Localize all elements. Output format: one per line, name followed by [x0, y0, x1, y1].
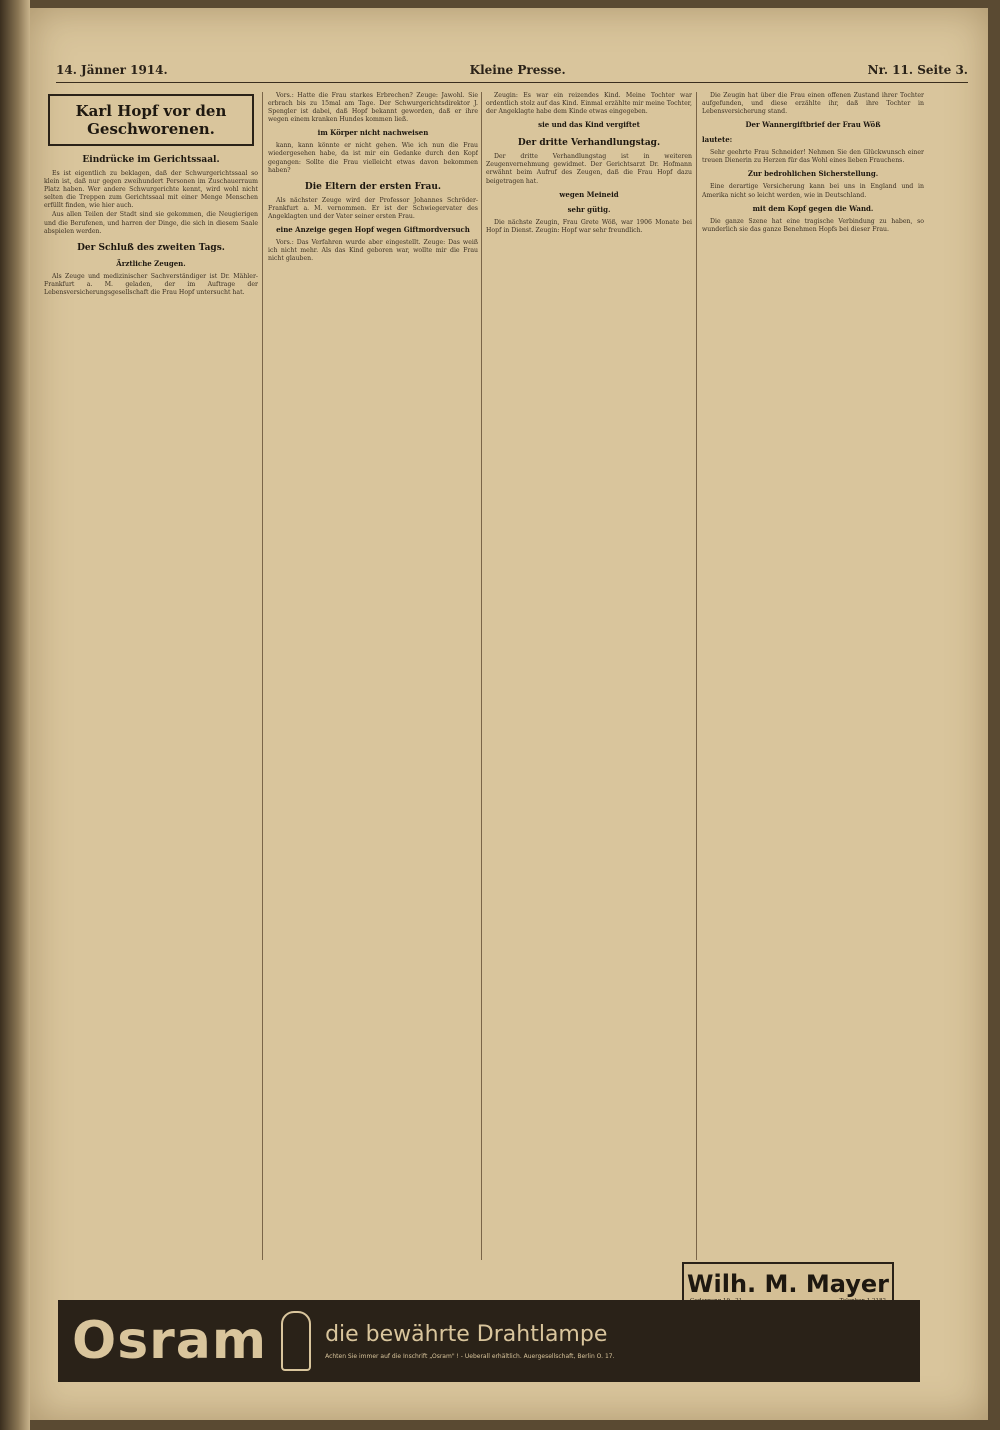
emphasis-line: im Körper nicht nachweisen: [317, 128, 429, 138]
paragraph: Zeugin: Es war ein reizendes Kind. Meine Tochter war ordentlich stolz auf das Kind. Einmal erzählte mir meine Tochter, der Angeklagte habe dem Kinde etwas eingegeben.: [486, 92, 692, 116]
paragraph: Als Zeuge und medizinischer Sachverständiger ist Dr. Mähler-Frankfurt a. M. geladen, der im Auftrage der Lebensversicherungsgesellschaft die Frau Hopf untersucht hat.: [44, 272, 258, 296]
paragraph: Eine derartige Versicherung kann bei uns in England und in Amerika nicht so leicht werden, wie in Deutschland.: [702, 183, 924, 199]
paragraph: Vors.: Hatte die Frau starkes Erbrechen? Zeuge: Jawohl. Sie erbrach bis zu 15mal am Tage. Der Schwurgerichtsdirektor J. Spengler ist dabei, daß Hopf bekannt geworden, daß er ihre wegen einem kranken Hundes kommen ließ.: [268, 92, 478, 124]
newspaper-page: [30, 8, 988, 1420]
emphasis-line: mit dem Kopf gegen die Wand.: [752, 203, 874, 213]
column-3: [486, 92, 692, 1260]
issue-date: 14. Jänner 1914.: [56, 63, 168, 77]
emphasis-line: lautete:: [702, 135, 733, 145]
newspaper-binding-edge: [0, 0, 30, 1430]
column-rule: [262, 92, 263, 1260]
article-headline: Karl Hopf vor den Geschworenen.: [48, 94, 254, 146]
paragraph: Aus allen Teilen der Stadt sind sie gekommen, die Neugierigen und die Berufenen, und harren der Dinge, die sich in diesem Saale abspielen werden.: [44, 211, 258, 235]
page-header: [56, 58, 968, 83]
paragraph: Als nächster Zeuge wird der Professor Johannes Schröder-Frankfurt a. M. vernommen. Er ist der Schwiegervater des Angeklagten und der Vater seiner ersten Frau.: [268, 196, 478, 220]
emphasis-line: sehr gütig.: [567, 204, 611, 214]
emphasis-line: wegen Meineid: [559, 189, 619, 199]
paragraph: Die ganze Szene hat eine tragische Verbindung zu haben, so wunderlich sie das ganze Benehmen Hopfs bei dieser Frau.: [702, 217, 924, 233]
section-heading: Die Eltern der ersten Frau.: [304, 181, 442, 192]
issue-number: Nr. 11. Seite 3.: [867, 63, 968, 77]
osram-tagline: die bewährte Drahtlampe: [325, 1322, 608, 1347]
paragraph: Sehr geehrte Frau Schneider! Nehmen Sie den Glückwunsch einer treuen Dienerin zu Herzen für das Wohl eines lieben Frauchens.: [702, 149, 924, 165]
section-heading: Der Schluß des zweiten Tags.: [77, 242, 225, 253]
emphasis-line: Der Wannergiftbrief der Frau Wöß: [745, 120, 881, 130]
section-heading: Der dritte Verhandlungstag.: [517, 138, 661, 149]
column-rule: [481, 92, 482, 1260]
column-rule: [696, 92, 697, 1260]
osram-brand: Osram: [72, 1311, 268, 1371]
paper-name: Kleine Presse.: [469, 63, 566, 77]
paragraph: Die nächste Zeugin, Frau Grete Wöß, war 1906 Monate bei Hopf in Dienst. Zeugin: Hopf war sehr freundlich.: [486, 218, 692, 234]
column-4: [702, 92, 924, 1260]
paragraph: Die Zeugin hat über die Frau einen offenen Zustand ihrer Tochter aufgefunden, und diese erzählte ihr, daß ihre Tochter in Lebensversicherung stand.: [702, 92, 924, 116]
column-1: [44, 92, 258, 1260]
emphasis-line: eine Anzeige gegen Hopf wegen Giftmordversuch: [276, 225, 470, 235]
osram-reserved: [58, 1378, 918, 1418]
paragraph: Es ist eigentlich zu beklagen, daß der Schwurgerichtssaal so klein ist, daß nur gegen zweihundert Personen im Zuschauerraum Platz haben. Wer andere Schwurgerichte kennt, wird wohl nicht selten die Treppen zum Gerichtssaal mit einer Menge Menschen erfüllt finden, wie hier auch.: [44, 170, 258, 210]
paragraph: Der dritte Verhandlungstag ist in weiteren Zeugenvernehmung gewidmet. Der Gerichtsarzt Dr. Hofmann erwähnt beim Aufruf des Zeugen, daß die Frau Hopf dazu beigetragen hat.: [486, 153, 692, 185]
emphasis-line: sie und das Kind vergiftet: [538, 120, 640, 130]
osram-advertisement: [58, 1300, 920, 1382]
osram-footer: Achten Sie immer auf die Inschrift „Osram" ! - Ueberall erhältlich. Auergesellschaft, Berlin O. 17.: [325, 1353, 615, 1360]
mayer-name: Wilh. M. Mayer: [687, 1270, 889, 1298]
lightbulb-icon: [281, 1311, 311, 1371]
subsection-heading: Ärztliche Zeugen.: [116, 258, 186, 268]
paragraph: Vors.: Das Verfahren wurde aber eingestellt. Zeuge: Das weiß ich nicht mehr. Als das Kind geboren war, wollte mir die Frau nicht glauben.: [268, 239, 478, 263]
column-2: [268, 92, 478, 1260]
section-heading: Eindrücke im Gerichtssaal.: [82, 155, 220, 165]
section-heading: Zur bedrohlichen Sicherstellung.: [747, 169, 879, 179]
paragraph: kann, kann könnte er nicht gehen. Wie ich nun die Frau wiedergesehen habe, da ist mir ein Gedanke durch den Kopf gegangen: Sollte die Frau vielleicht etwas davon bekommen haben?: [268, 142, 478, 174]
